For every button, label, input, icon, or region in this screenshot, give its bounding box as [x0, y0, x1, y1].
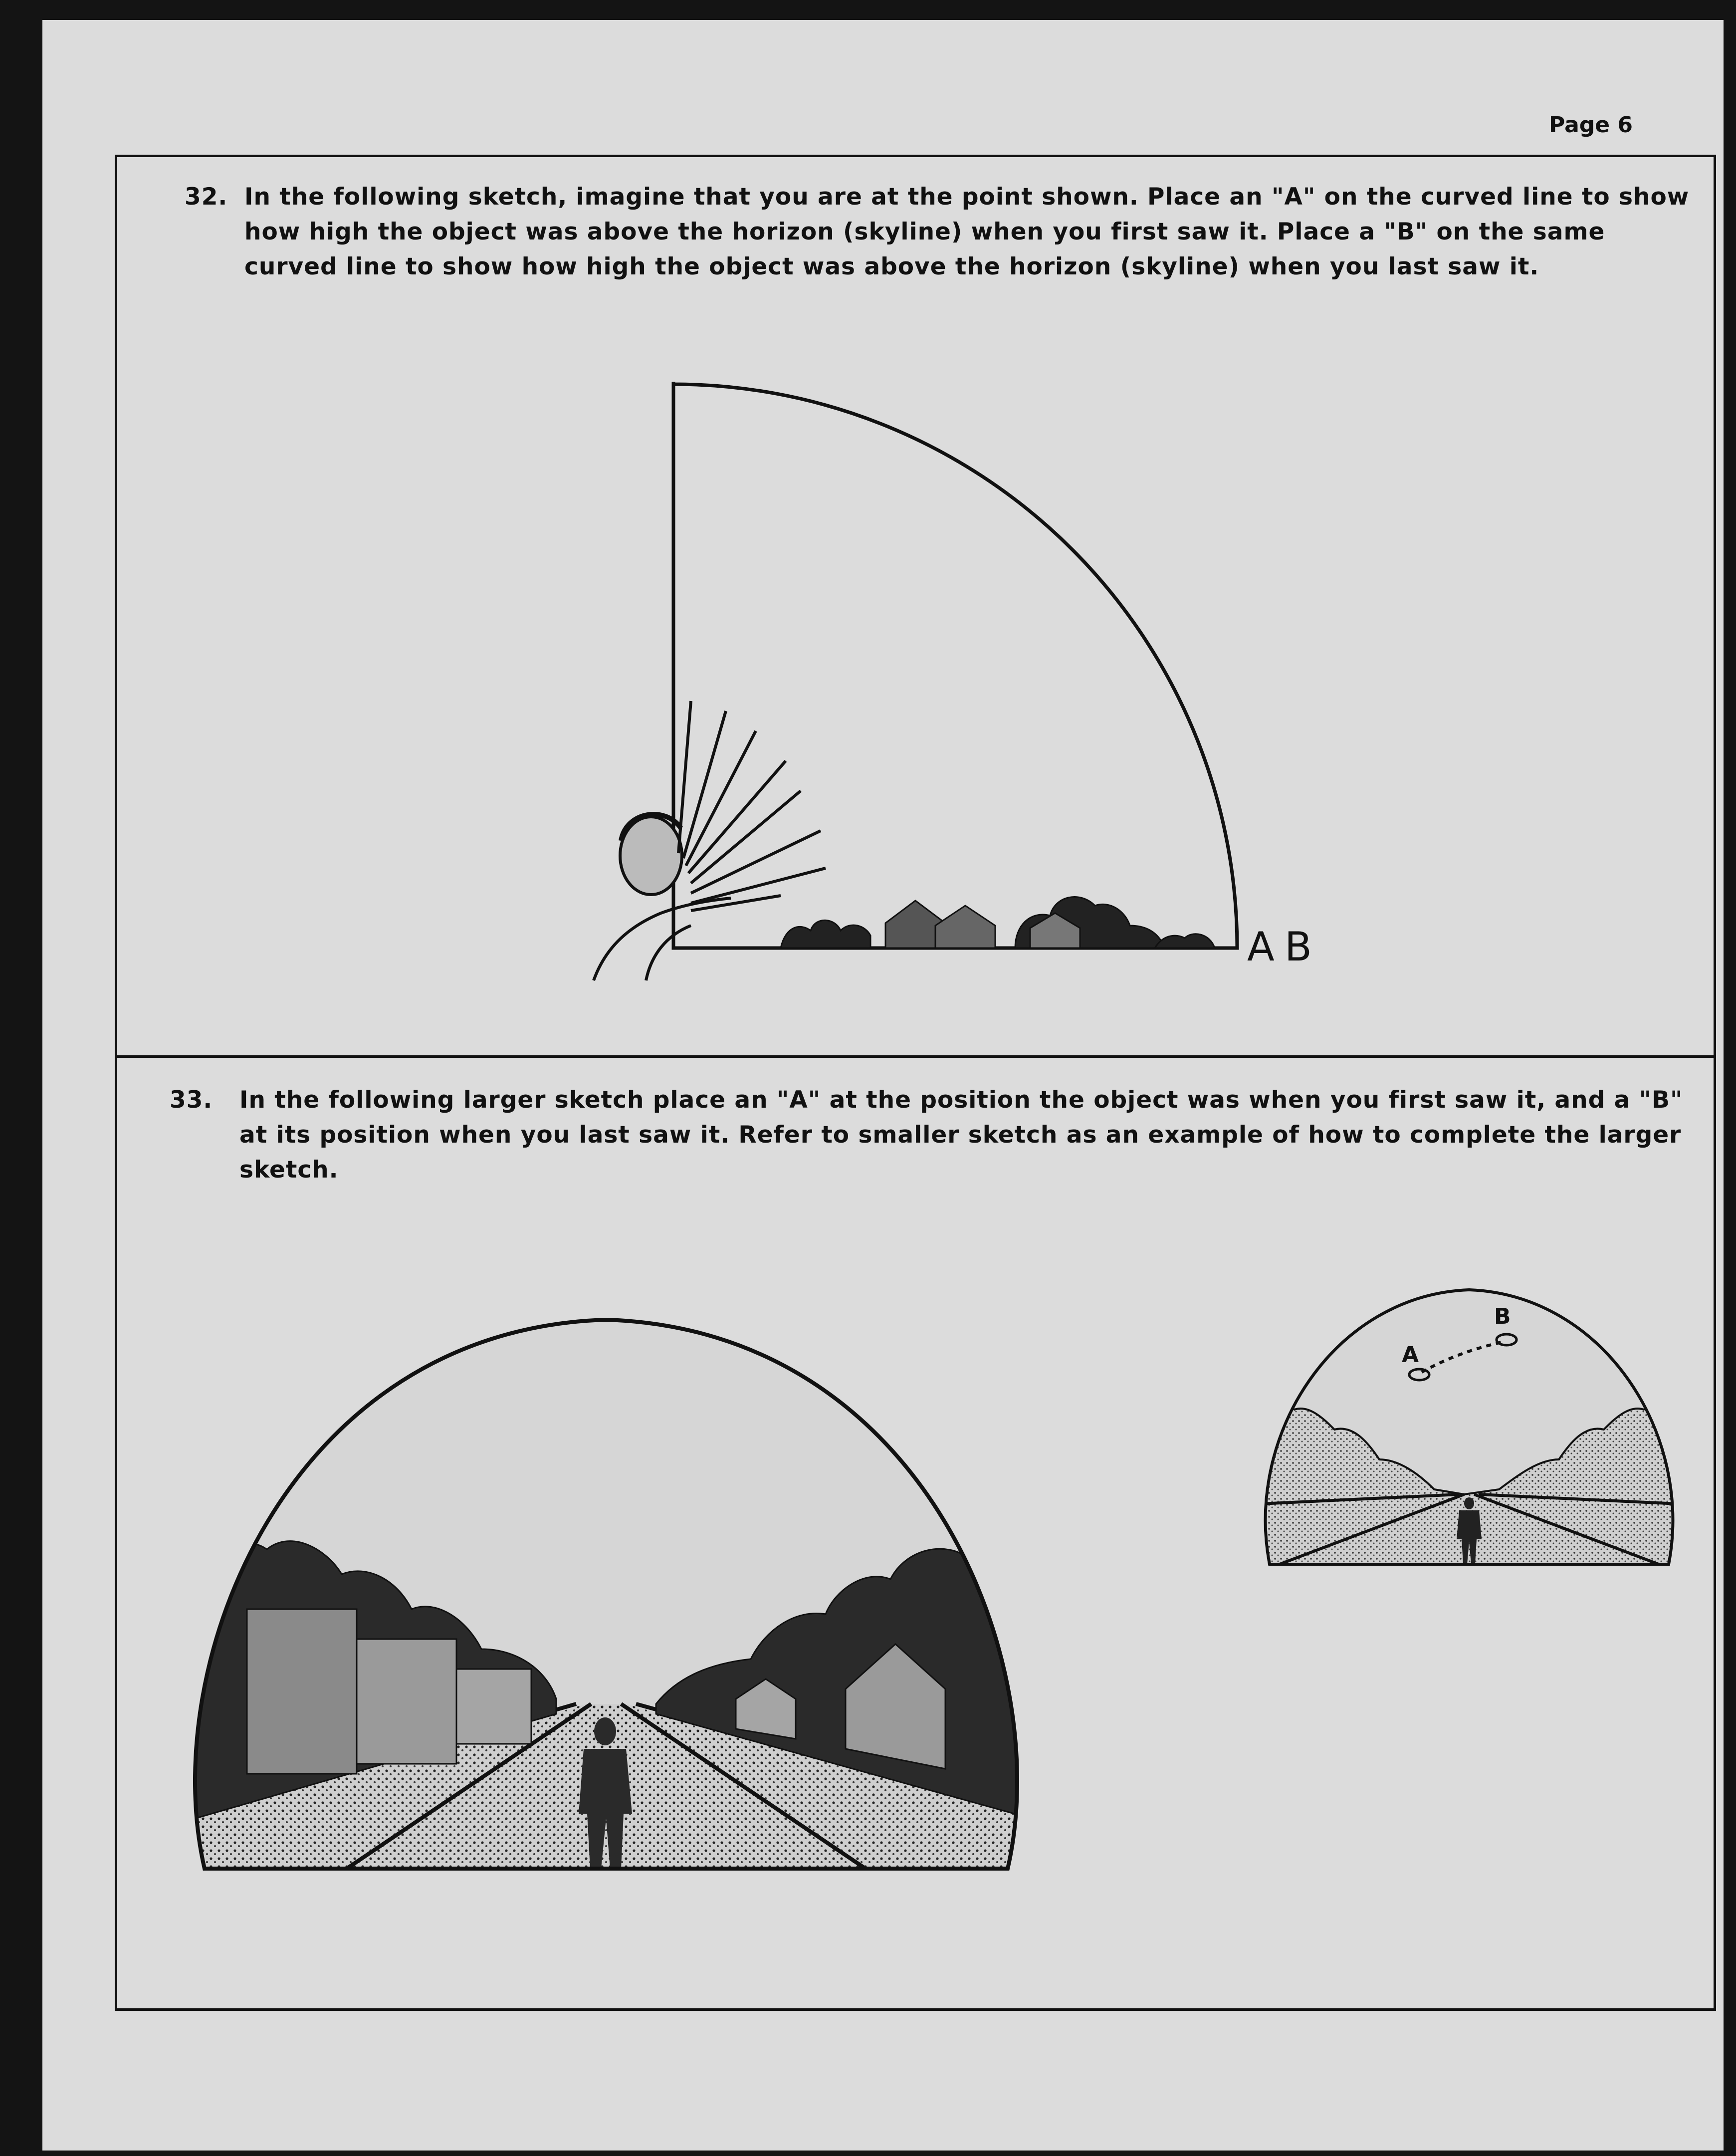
quarter-circle-sketch[interactable] — [566, 382, 1464, 980]
handwritten-mark-b: B — [1285, 924, 1312, 970]
example-label-b: B — [1494, 1304, 1511, 1329]
question-32 — [185, 180, 1691, 284]
question-32-text: In the following sketch, imagine that you are at the point shown. Place an "A" on the curved line to show how high the object was above the horizon (skyline) when you first saw it. Place a "B" on the same curved line to show how high the object was above the horizon (skyline) when you last saw it. — [244, 183, 1690, 280]
example-sketch — [1250, 1270, 1689, 1579]
questions-frame — [115, 155, 1716, 2011]
skyline-illustration — [781, 897, 1215, 948]
question-32-number: 32. — [185, 183, 228, 211]
question-33-number: 33. — [170, 1086, 213, 1114]
section-divider — [117, 1055, 1714, 1058]
elevation-arc — [673, 382, 1237, 948]
large-street-sketch[interactable] — [177, 1250, 1050, 1899]
form-sheet — [42, 20, 1724, 2151]
page-number: Page 6 — [1549, 112, 1633, 138]
handwritten-mark-a: A — [1247, 924, 1275, 970]
question-33 — [170, 1083, 1696, 1188]
question-33-text: In the following larger sketch place an "A" at the position the object was when you first saw it, and a "B" at its position when you last saw it. Refer to smaller sketch as an example of how to complete the larger sketch. — [239, 1086, 1683, 1184]
example-label-a: A — [1402, 1342, 1419, 1368]
